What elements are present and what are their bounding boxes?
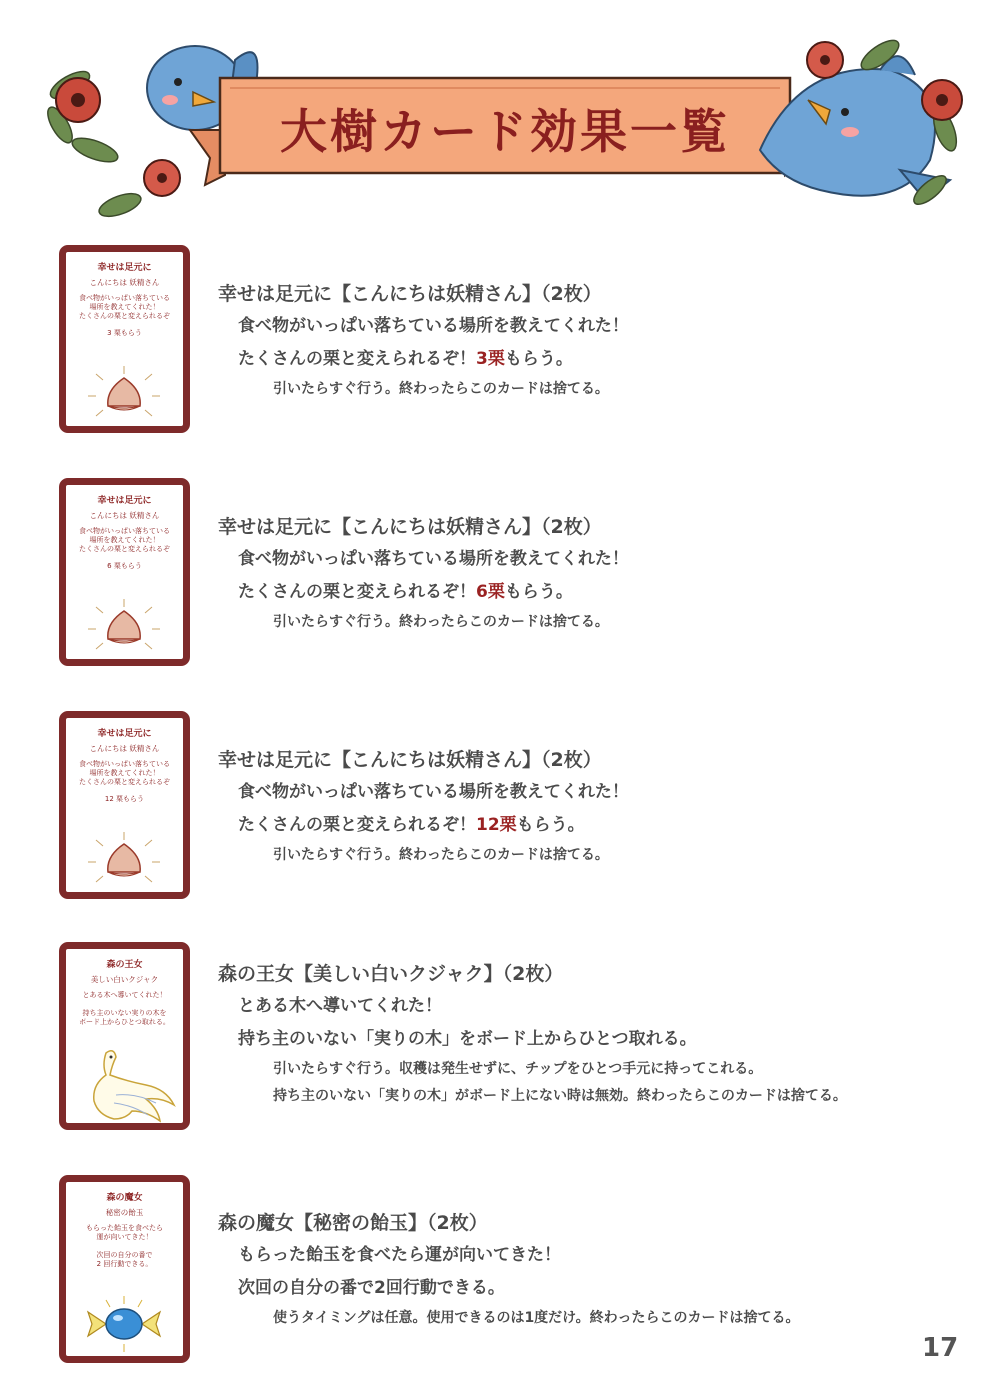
chestnut-icon (66, 828, 183, 890)
flower-left-small-icon (144, 160, 180, 196)
entry-line: 食べ物がいっぱい落ちている場所を教えてくれた！ (238, 316, 629, 336)
entry-line-reward: たくさんの栗と変えられるぞ！12栗もらう。 (238, 815, 585, 835)
entry-note: 引いたらすぐ行う。収穫は発生せずに、チップをひとつ手元に持ってこれる。 (273, 1061, 763, 1077)
chestnut-icon (66, 595, 183, 657)
entry-line-action: 次回の自分の番で2回行動できる。 (238, 1278, 505, 1298)
entry-note: 引いたらすぐ行う。終わったらこのカードは捨てる。 (273, 381, 609, 397)
card-thumbnail (59, 711, 190, 899)
card-reward: 12 栗もらう (104, 795, 145, 803)
card-reward: 6 栗もらう (107, 562, 142, 570)
page-title: 大樹カード効果一覧 (280, 104, 730, 160)
flower-right-top-icon (807, 42, 843, 78)
entry-line: 食べ物がいっぱい落ちている場所を教えてくれた！ (238, 549, 629, 569)
entry-note: 引いたらすぐ行う。終わったらこのカードは捨てる。 (273, 847, 609, 863)
card-thumbnail (59, 245, 190, 433)
card-text: 食べ物がいっぱい落ちている 場所を教えてくれた！ たくさんの栗と変えられるぞ (79, 760, 170, 786)
card-text: もらった飴玉を食べたら 運が向いてきた！ 次回の自分の番で 2 回行動できる。 (86, 1224, 163, 1268)
reward-amount: 12栗 (476, 815, 517, 835)
card-subtitle: 秘密の飴玉 (105, 1208, 144, 1217)
card-subtitle: こんにちは 妖精さん (89, 511, 160, 520)
card-thumbnail (59, 478, 190, 666)
entry-note: 使うタイミングは任意。使用できるのは1度だけ。終わったらこのカードは捨てる。 (273, 1310, 800, 1326)
card-subtitle: 美しい白いクジャク (90, 975, 159, 984)
entry-title: 幸せは足元に【こんにちは妖精さん】（2枚） (218, 283, 602, 305)
entry-title: 森の王女【美しい白いクジャク】（2枚） (218, 963, 564, 985)
entry-line-action: 持ち主のいない「実りの木」をボード上からひとつ取れる。 (238, 1029, 697, 1049)
entry-title: 森の魔女【秘密の飴玉】（2枚） (218, 1212, 488, 1234)
peacock-icon (66, 1045, 183, 1125)
flower-right-mid-icon (922, 80, 962, 120)
reward-amount: 6栗 (476, 582, 505, 602)
card-title: 森の王女 (106, 960, 143, 970)
card-subtitle: こんにちは 妖精さん (89, 744, 160, 753)
entry-line: 食べ物がいっぱい落ちている場所を教えてくれた！ (238, 782, 629, 802)
reward-amount: 3栗 (476, 349, 505, 369)
card-reward: 3 栗もらう (107, 329, 142, 337)
entry-title: 幸せは足元に【こんにちは妖精さん】（2枚） (218, 516, 602, 538)
card-text: とある木へ導いてくれた！ 持ち主のいない実りの木を ボード上からひとつ取れる。 (79, 991, 170, 1026)
candy-icon (66, 1294, 183, 1354)
chestnut-icon (66, 362, 183, 424)
card-text: 食べ物がいっぱい落ちている 場所を教えてくれた！ たくさんの栗と変えられるぞ (79, 527, 170, 553)
entry-line: もらった飴玉を食べたら運が向いてきた！ (238, 1245, 561, 1265)
card-title: 幸せは足元に (97, 496, 152, 506)
header-banner (0, 0, 1000, 230)
card-subtitle: こんにちは 妖精さん (89, 278, 160, 287)
entry-note: 持ち主のいない「実りの木」がボード上にない時は無効。終わったらこのカードは捨てる。 (273, 1088, 847, 1104)
card-thumbnail (59, 942, 190, 1130)
entry-line: とある木へ導いてくれた！ (238, 996, 442, 1016)
flower-left-large-icon (56, 78, 100, 122)
card-text: 食べ物がいっぱい落ちている 場所を教えてくれた！ たくさんの栗と変えられるぞ (79, 294, 170, 320)
card-thumbnail (59, 1175, 190, 1363)
card-title: 森の魔女 (106, 1193, 143, 1203)
page-number: 17 (922, 1333, 959, 1363)
card-title: 幸せは足元に (97, 263, 152, 273)
entry-line-reward: たくさんの栗と変えられるぞ！6栗もらう。 (238, 582, 573, 602)
entry-line-reward: たくさんの栗と変えられるぞ！3栗もらう。 (238, 349, 573, 369)
entry-note: 引いたらすぐ行う。終わったらこのカードは捨てる。 (273, 614, 609, 630)
card-title: 幸せは足元に (97, 729, 152, 739)
entry-title: 幸せは足元に【こんにちは妖精さん】（2枚） (218, 749, 602, 771)
